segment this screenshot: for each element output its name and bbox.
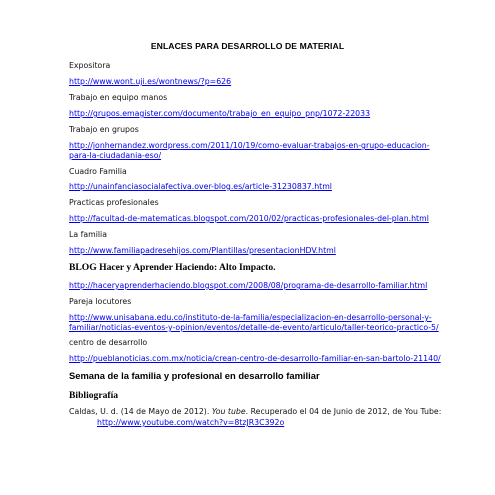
link-practicas-profesionales[interactable]: http://facultad-de-matematicas.blogspot.com/2010/02/practicas-profesionales-del-plan.html — [69, 214, 429, 223]
link-pareja-locutores-line2[interactable]: familiar/noticias-eventos-y-opinion/eventos/detalle-de-evento/articulo/taller-teorico-practico-5/ — [69, 323, 439, 332]
citation-title: You tube — [211, 407, 246, 416]
label-centro-desarrollo: centro de desarrollo — [69, 338, 148, 347]
label-trabajo-grupos: Trabajo en grupos — [69, 125, 139, 134]
label-cuadro-familia: Cuadro Familia — [69, 167, 127, 176]
label-blog-hacer-aprender: BLOG Hacer y Aprender Haciendo: Alto Impacto. — [69, 262, 276, 273]
link-expositora[interactable]: http://www.wont.uji.es/wontnews/?p=626 — [69, 77, 232, 86]
label-trabajo-equipo-manos: Trabajo en equipo manos — [69, 93, 168, 102]
bibliography-citation — [69, 407, 441, 416]
link-cuadro-familia[interactable]: http://unainfanciasocialafectiva.over-blog.es/article-31230837.html — [69, 182, 332, 191]
link-la-familia[interactable]: http://www.familiapadresehijos.com/Plantillas/presentacionHDV.html — [69, 246, 336, 255]
label-pareja-locutores: Pareja locutores — [69, 297, 132, 306]
link-centro-desarrollo[interactable]: http://pueblanoticias.com.mx/noticia/crean-centro-de-desarrollo-familiar-en-san-bartolo-21140/ — [69, 354, 441, 363]
link-trabajo-grupos-line1[interactable]: http://jonhernandez.wordpress.com/2011/10/19/como-evaluar-trabajos-en-grupo-educacion- — [69, 141, 430, 150]
label-practicas-profesionales: Practicas profesionales — [69, 198, 159, 207]
link-trabajo-grupos-line2[interactable]: para-la-ciudadania-eso/ — [69, 151, 162, 160]
citation-link[interactable]: http://www.youtube.com/watch?v=8tzJR3C392o — [97, 418, 285, 427]
link-pareja-locutores-line1[interactable]: http://www.unisabana.edu.co/instituto-de-la-familia/especializacion-en-desarrollo-personal-y- — [69, 313, 432, 322]
section-heading: Semana de la familia y profesional en desarrollo familiar — [69, 370, 320, 381]
label-la-familia: La familia — [69, 230, 107, 239]
link-trabajo-equipo-manos[interactable]: http://grupos.emagister.com/documento/trabajo_en_equipo_pnp/1072-22033 — [69, 109, 371, 118]
citation-author: Caldas, U. d. (14 de Mayo de 2012). — [69, 407, 212, 416]
link-blog-hacer-aprender[interactable]: http://haceryaprenderhaciendo.blogspot.com/2008/08/programa-de-desarrollo-familiar.html — [69, 281, 428, 290]
bibliography-heading: Bibliografía — [69, 390, 119, 401]
document-title: ENLACES PARA DESARROLLO DE MATERIAL — [150, 41, 345, 51]
label-expositora: Expositora — [69, 61, 111, 70]
citation-rest: . Recuperado el 04 de Junio de 2012, de You Tube: — [245, 407, 442, 416]
